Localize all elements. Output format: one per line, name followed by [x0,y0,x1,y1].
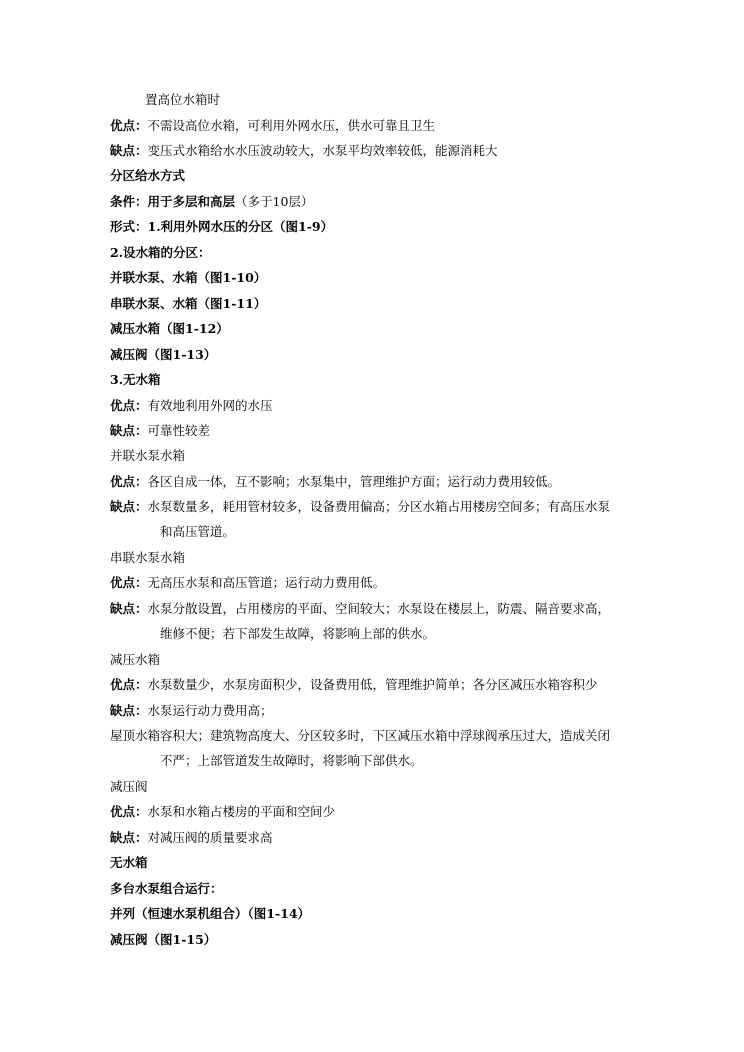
pro-label: 优点： [110,398,148,413]
list-item: 减压阀（图1-13） [110,347,217,362]
con-line: 缺点：水泵分散设置，占用楼房的平面、空间较大；水泵设在楼层上，防震、隔音要求高， [110,601,611,616]
con-line: 缺点：水泵数量多，耗用管材较多，设备费用偏高；分区水箱占用楼房空间多；有高压水泵 [110,499,611,514]
pro-label: 优点： [110,474,148,489]
pro-label: 优点： [110,575,148,590]
pro-line: 优点：水泵数量少，水泵房面积少，设备费用低，管理维护简单；各分区减压水箱容积少 [110,677,598,692]
continuation-line: 和高压管道。 [160,524,236,539]
con-label: 缺点： [110,601,148,616]
pro-line: 优点：水泵和水箱占楼房的平面和空间少 [110,804,336,819]
pro-line: 优点：有效地利用外网的水压 [110,398,273,413]
subheading: 串联水泵水箱 [110,550,186,565]
subheading: 2.设水箱的分区： [110,245,211,260]
con-label: 缺点： [110,830,148,845]
condition-line: 条件：用于多层和高层（多于10层） [110,194,314,209]
form-line: 形式：1.利用外网水压的分区（图1-9） [110,219,334,234]
con-label: 缺点： [110,703,148,718]
con-line: 缺点：可靠性较差 [110,423,211,438]
subheading: 并联水泵水箱 [110,448,186,463]
pro-label: 优点： [110,677,148,692]
subheading: 减压水箱 [110,652,161,667]
list-item: 减压水箱（图1-12） [110,321,229,336]
con-line: 缺点：水泵运行动力费用高； [110,703,273,718]
continuation-line: 不严；上部管道发生故障时，将影响下部供水。 [160,753,423,768]
con-line: 缺点：对减压阀的质量要求高 [110,830,273,845]
pro-line: 优点：各区自成一体，互不影响；水泵集中，管理维护方面；运行动力费用较低。 [110,474,561,489]
con-line: 缺点：变压式水箱给水水压波动较大，水泵平均效率较低，能源消耗大 [110,143,498,158]
list-item: 减压阀（图1-15） [110,932,217,947]
section-heading: 无水箱 [110,855,148,870]
pro-label: 优点： [110,118,148,133]
text-line: 屋顶水箱容积大；建筑物高度大、分区较多时，下区减压水箱中浮球阀承压过大，造成关闭 [110,728,611,743]
pro-line: 优点：不需设高位水箱，可利用外网水压，供水可靠且卫生 [110,118,436,133]
list-item: 并联水泵、水箱（图1-10） [110,270,267,285]
subheading: 减压阀 [110,779,148,794]
section-heading: 分区给水方式 [110,168,186,183]
continuation-line: 维修不便；若下部发生故障，将影响上部的供水。 [160,626,436,641]
pro-line: 优点：无高压水泵和高压管道；运行动力费用低。 [110,575,386,590]
list-item: 并列（恒速水泵机组合）（图1-14） [110,906,311,921]
con-label: 缺点： [110,143,148,158]
section-heading: 多台水泵组合运行： [110,881,223,896]
con-label: 缺点： [110,423,148,438]
list-item: 串联水泵、水箱（图1-11） [110,296,267,311]
text-line: 置高位水箱时 [145,92,221,107]
subheading: 3.无水箱 [110,372,161,387]
con-label: 缺点： [110,499,148,514]
pro-label: 优点： [110,804,148,819]
